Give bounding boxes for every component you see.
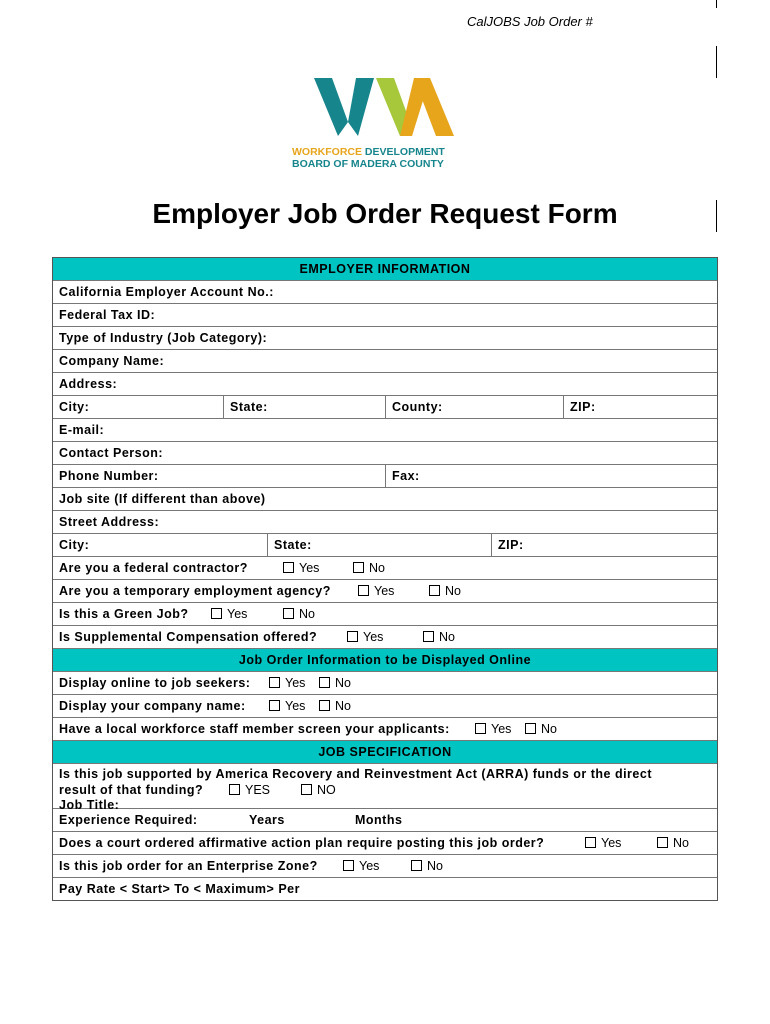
temp-no-checkbox[interactable]: No — [429, 584, 461, 598]
row-city-state-zip — [53, 534, 717, 557]
row-federal-contractor: Are you a federal contractor? Yes No — [53, 557, 717, 580]
row-enterprise-zone: Is this job order for an Enterprise Zone? Yes No — [53, 855, 717, 878]
job-order-form — [52, 257, 718, 901]
checkbox-icon — [353, 562, 364, 573]
court-yes-checkbox[interactable]: Yes — [585, 836, 621, 850]
row-display-seekers: Display online to job seekers: Yes No — [53, 672, 717, 695]
checkbox-icon — [585, 837, 596, 848]
temp-yes-checkbox[interactable]: Yes — [358, 584, 394, 598]
arra-yes-checkbox[interactable]: YES — [229, 783, 270, 797]
checkbox-icon — [283, 562, 294, 573]
right-edge-mark — [716, 0, 717, 8]
row-industry[interactable]: Type of Industry (Job Category): — [53, 327, 717, 350]
row-company-name[interactable]: Company Name: — [53, 350, 717, 373]
row-temp-agency: Are you a temporary employment agency? Yes No — [53, 580, 717, 603]
row-email[interactable]: E-mail: — [53, 419, 717, 442]
city2-field[interactable]: City: — [59, 538, 90, 552]
row-pay-rate[interactable]: Pay Rate < Start> To < Maximum> Per — [59, 882, 300, 896]
zip2-field[interactable]: ZIP: — [491, 534, 718, 556]
checkbox-icon — [423, 631, 434, 642]
logo-text: WORKFORCE DEVELOPMENT BOARD OF MADERA COUNTY — [292, 146, 445, 170]
section-job-spec: JOB SPECIFICATION — [53, 741, 717, 764]
row-screen-applicants: Have a local workforce staff member screen your applicants: Yes No — [53, 718, 717, 741]
checkbox-icon — [301, 784, 312, 795]
checkbox-icon — [475, 723, 486, 734]
enterprise-yes-checkbox[interactable]: Yes — [343, 859, 379, 873]
zip-field[interactable]: ZIP: — [563, 396, 718, 418]
checkbox-icon — [411, 860, 422, 871]
green-no-checkbox[interactable]: No — [283, 607, 315, 621]
section-employer-info: EMPLOYER INFORMATION — [53, 258, 717, 281]
checkbox-icon — [343, 860, 354, 871]
checkbox-icon — [657, 837, 668, 848]
row-city-state — [53, 396, 717, 419]
city-field[interactable]: City: — [59, 400, 90, 414]
enterprise-no-checkbox[interactable]: No — [411, 859, 443, 873]
checkbox-icon — [358, 585, 369, 596]
page-title: Employer Job Order Request Form — [152, 198, 618, 229]
checkbox-icon — [347, 631, 358, 642]
checkbox-icon — [525, 723, 536, 734]
row-tax-id[interactable]: Federal Tax ID: — [53, 304, 717, 327]
row-arra: Is this job supported by America Recovery and Reinvestment Act (ARRA) funds or the direct result of that funding? YES NO Job Title: — [53, 764, 717, 809]
row-court-order: Does a court ordered affirmative action plan require posting this job order? Yes No — [53, 832, 717, 855]
supp-no-checkbox[interactable]: No — [423, 630, 455, 644]
caljobs-order-label: CalJOBS Job Order # — [467, 14, 593, 29]
federal-no-checkbox[interactable]: No — [353, 561, 385, 575]
row-phone-fax — [53, 465, 717, 488]
seekers-no-checkbox[interactable]: No — [319, 676, 351, 690]
row-street[interactable]: Street Address: — [53, 511, 717, 534]
row-address[interactable]: Address: — [53, 373, 717, 396]
green-yes-checkbox[interactable]: Yes — [211, 607, 247, 621]
company-no-checkbox[interactable]: No — [319, 699, 351, 713]
checkbox-icon — [269, 677, 280, 688]
supp-yes-checkbox[interactable]: Yes — [347, 630, 383, 644]
seekers-yes-checkbox[interactable]: Yes — [269, 676, 305, 690]
row-experience[interactable]: Experience Required: Years Months — [53, 809, 717, 832]
checkbox-icon — [319, 700, 330, 711]
row-jobsite: Job site (If different than above) — [53, 488, 717, 511]
state-field[interactable]: State: — [223, 396, 386, 418]
arra-no-checkbox[interactable]: NO — [301, 783, 336, 797]
county-field[interactable]: County: — [385, 396, 564, 418]
workforce-logo — [292, 76, 476, 172]
checkbox-icon — [269, 700, 280, 711]
fax-field[interactable]: Fax: — [385, 465, 718, 487]
wm-logo-icon — [314, 76, 454, 138]
row-display-company: Display your company name: Yes No — [53, 695, 717, 718]
row-account[interactable]: California Employer Account No.: — [53, 281, 717, 304]
checkbox-icon — [429, 585, 440, 596]
screen-yes-checkbox[interactable]: Yes — [475, 722, 511, 736]
checkbox-icon — [283, 608, 294, 619]
federal-yes-checkbox[interactable]: Yes — [283, 561, 319, 575]
company-yes-checkbox[interactable]: Yes — [269, 699, 305, 713]
row-green-job: Is this a Green Job? Yes No — [53, 603, 717, 626]
row-contact[interactable]: Contact Person: — [53, 442, 717, 465]
screen-no-checkbox[interactable]: No — [525, 722, 557, 736]
phone-field[interactable]: Phone Number: — [59, 469, 159, 483]
court-no-checkbox[interactable]: No — [657, 836, 689, 850]
row-supplemental: Is Supplemental Compensation offered? Yes No — [53, 626, 717, 649]
checkbox-icon — [319, 677, 330, 688]
right-edge-mark — [716, 46, 717, 78]
section-online-display: Job Order Information to be Displayed Online — [53, 649, 717, 672]
state2-field[interactable]: State: — [267, 534, 492, 556]
checkbox-icon — [211, 608, 222, 619]
checkbox-icon — [229, 784, 240, 795]
